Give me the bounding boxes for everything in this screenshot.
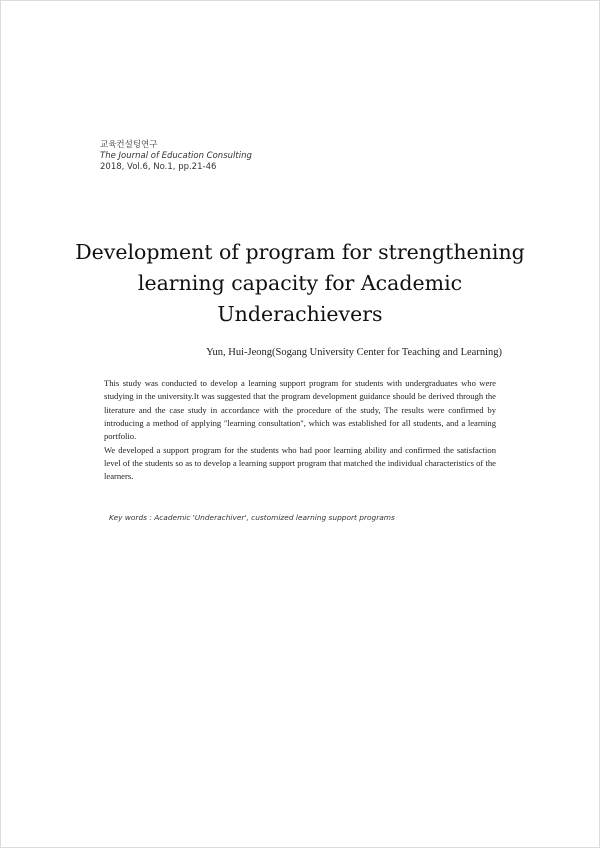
author-affiliation: Yun, Hui-Jeong(Sogang University Center for Teaching and Learning) [206,347,502,358]
abstract-paragraph: We developed a support program for the students who had poor learning ability and confirmed the satisfaction level of the students so as to develop a learning support program that matched the individual characteristics of the learners. [104,444,496,482]
journal-name-english: The Journal of Education Consulting [100,151,252,161]
title-line: Development of program for strengthening [75,239,525,264]
journal-citation: 2018, Vol.6, No.1, pp.21-46 [100,162,217,172]
title-line: learning capacity for Academic [137,270,463,295]
paper-title [60,237,540,330]
abstract-paragraph: This study was conducted to develop a learning support program for students with undergraduates who were studying in the university.It was suggested that the program development guidance should be derived through the literature and the case study in accordance with the procedure of the study, The results were confirmed by introducing a method of applying "learning consultation", which was established for all students, and a learning portfolio. [104,378,496,442]
journal-name-korean: 교육컨설팅연구 [100,140,158,150]
abstract [104,377,496,484]
title-line: Underachievers [217,301,383,326]
keywords: Key words : Academic 'Underachiver', customized learning support programs [109,513,395,522]
journal-header [100,140,252,173]
